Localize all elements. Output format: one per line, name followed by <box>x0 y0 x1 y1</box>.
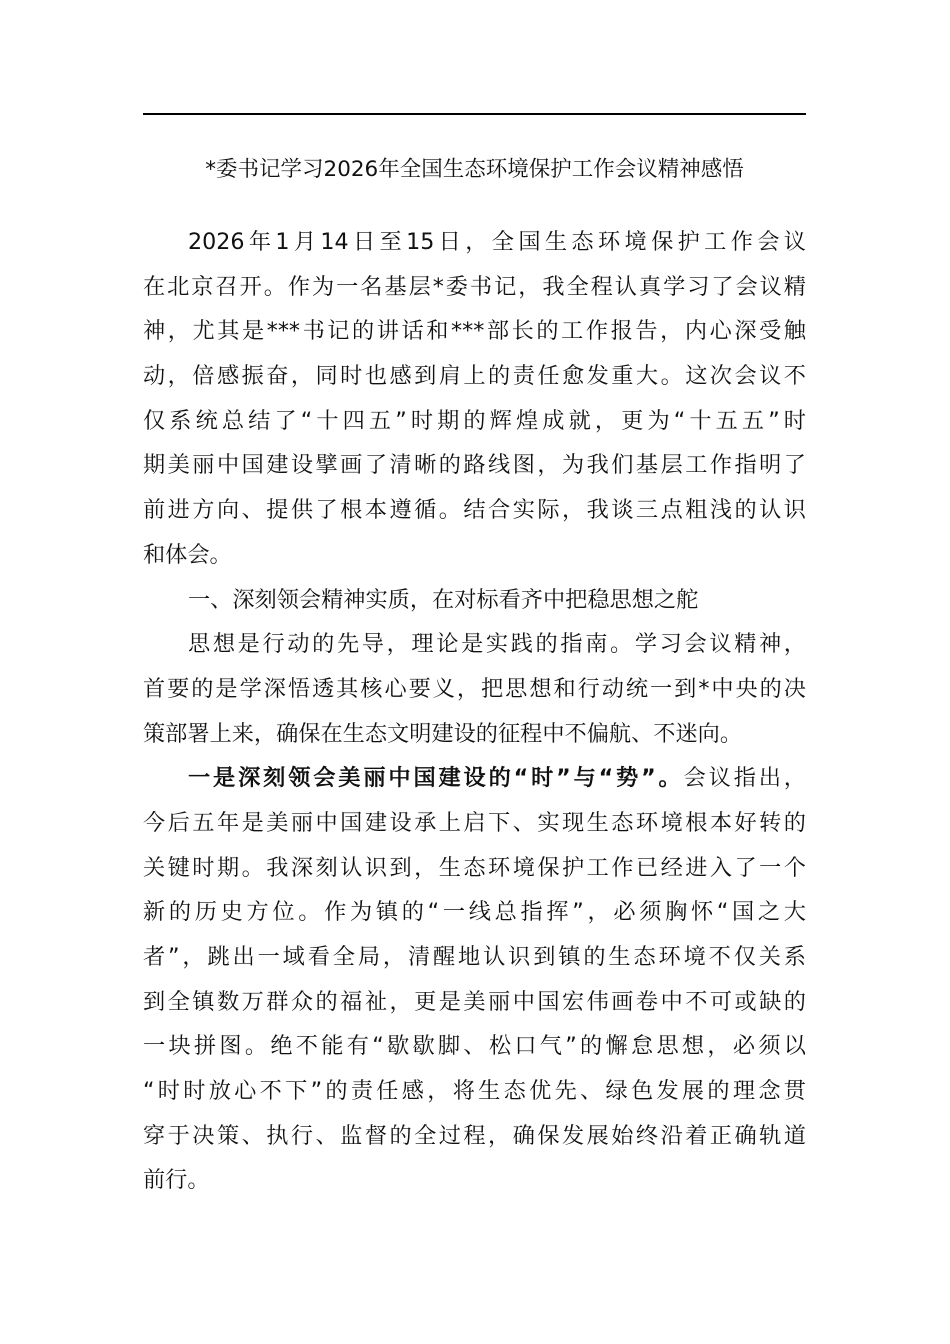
paragraph-line <box>143 756 806 801</box>
paragraph-line: 和体会。 <box>143 541 232 568</box>
paragraph-line: 前进方向、提供了根本遵循。结合实际，我谈三点粗浅的认识 <box>143 497 806 524</box>
paragraph-line: 动，倍感振奋，同时也感到肩上的责任愈发重大。这次会议不 <box>143 363 806 390</box>
header-rule <box>143 113 806 115</box>
paragraph-line: 新的历史方位。作为镇的“一线总指挥”，必须胸怀“国之大 <box>143 899 806 926</box>
paragraph-line: 在北京召开。作为一名基层*委书记，我全程认真学习了会议精 <box>143 273 806 300</box>
line-text: 会议指出， <box>683 765 806 792</box>
paragraph-line: 2026年1月14日至15日，全国生态环境保护工作会议 <box>188 229 806 255</box>
document-body <box>143 220 806 1203</box>
paragraph-line: 仅系统总结了“十四五”时期的辉煌成就，更为“十五五”时 <box>143 407 806 434</box>
paragraph-line: 穿于决策、执行、监督的全过程，确保发展始终沿着正确轨道 <box>143 1122 806 1149</box>
paragraph-line: “时时放心不下”的责任感，将生态优先、绿色发展的理念贯 <box>143 1078 806 1105</box>
section-heading-line: 一、深刻领会精神实质，在对标看齐中把稳思想之舵 <box>188 586 699 613</box>
paragraph-line: 神，尤其是***书记的讲话和***部长的工作报告，内心深受触 <box>143 318 806 345</box>
paragraph-line: 首要的是学深悟透其核心要义，把思想和行动统一到*中央的决 <box>143 675 806 702</box>
paragraph-line: 一块拼图。绝不能有“歇歇脚、松口气”的懈怠思想，必须以 <box>143 1033 806 1060</box>
paragraph-line: 者”，跳出一域看全局，清醒地认识到镇的生态环境不仅关系 <box>143 944 806 970</box>
bold-lead: 一是深刻领会美丽中国建设的“时”与“势”。 <box>188 765 684 792</box>
paragraph-line: 期美丽中国建设擘画了清晰的路线图，为我们基层工作指明了 <box>143 452 806 479</box>
document-title: *委书记学习2026年全国生态环境保护工作会议精神感悟 <box>205 157 744 182</box>
paragraph-line: 前行。 <box>143 1167 210 1194</box>
paragraph-line: 到全镇数万群众的福祉，更是美丽中国宏伟画卷中不可或缺的 <box>143 988 806 1015</box>
paragraph-line: 思想是行动的先导，理论是实践的指南。学习会议精神， <box>188 631 806 658</box>
paragraph-line: 关键时期。我深刻认识到，生态环境保护工作已经进入了一个 <box>143 854 806 881</box>
paragraph-line: 策部署上来，确保在生态文明建设的征程中不偏航、不迷向。 <box>143 720 743 747</box>
paragraph-line: 今后五年是美丽中国建设承上启下、实现生态环境根本好转的 <box>143 809 806 836</box>
